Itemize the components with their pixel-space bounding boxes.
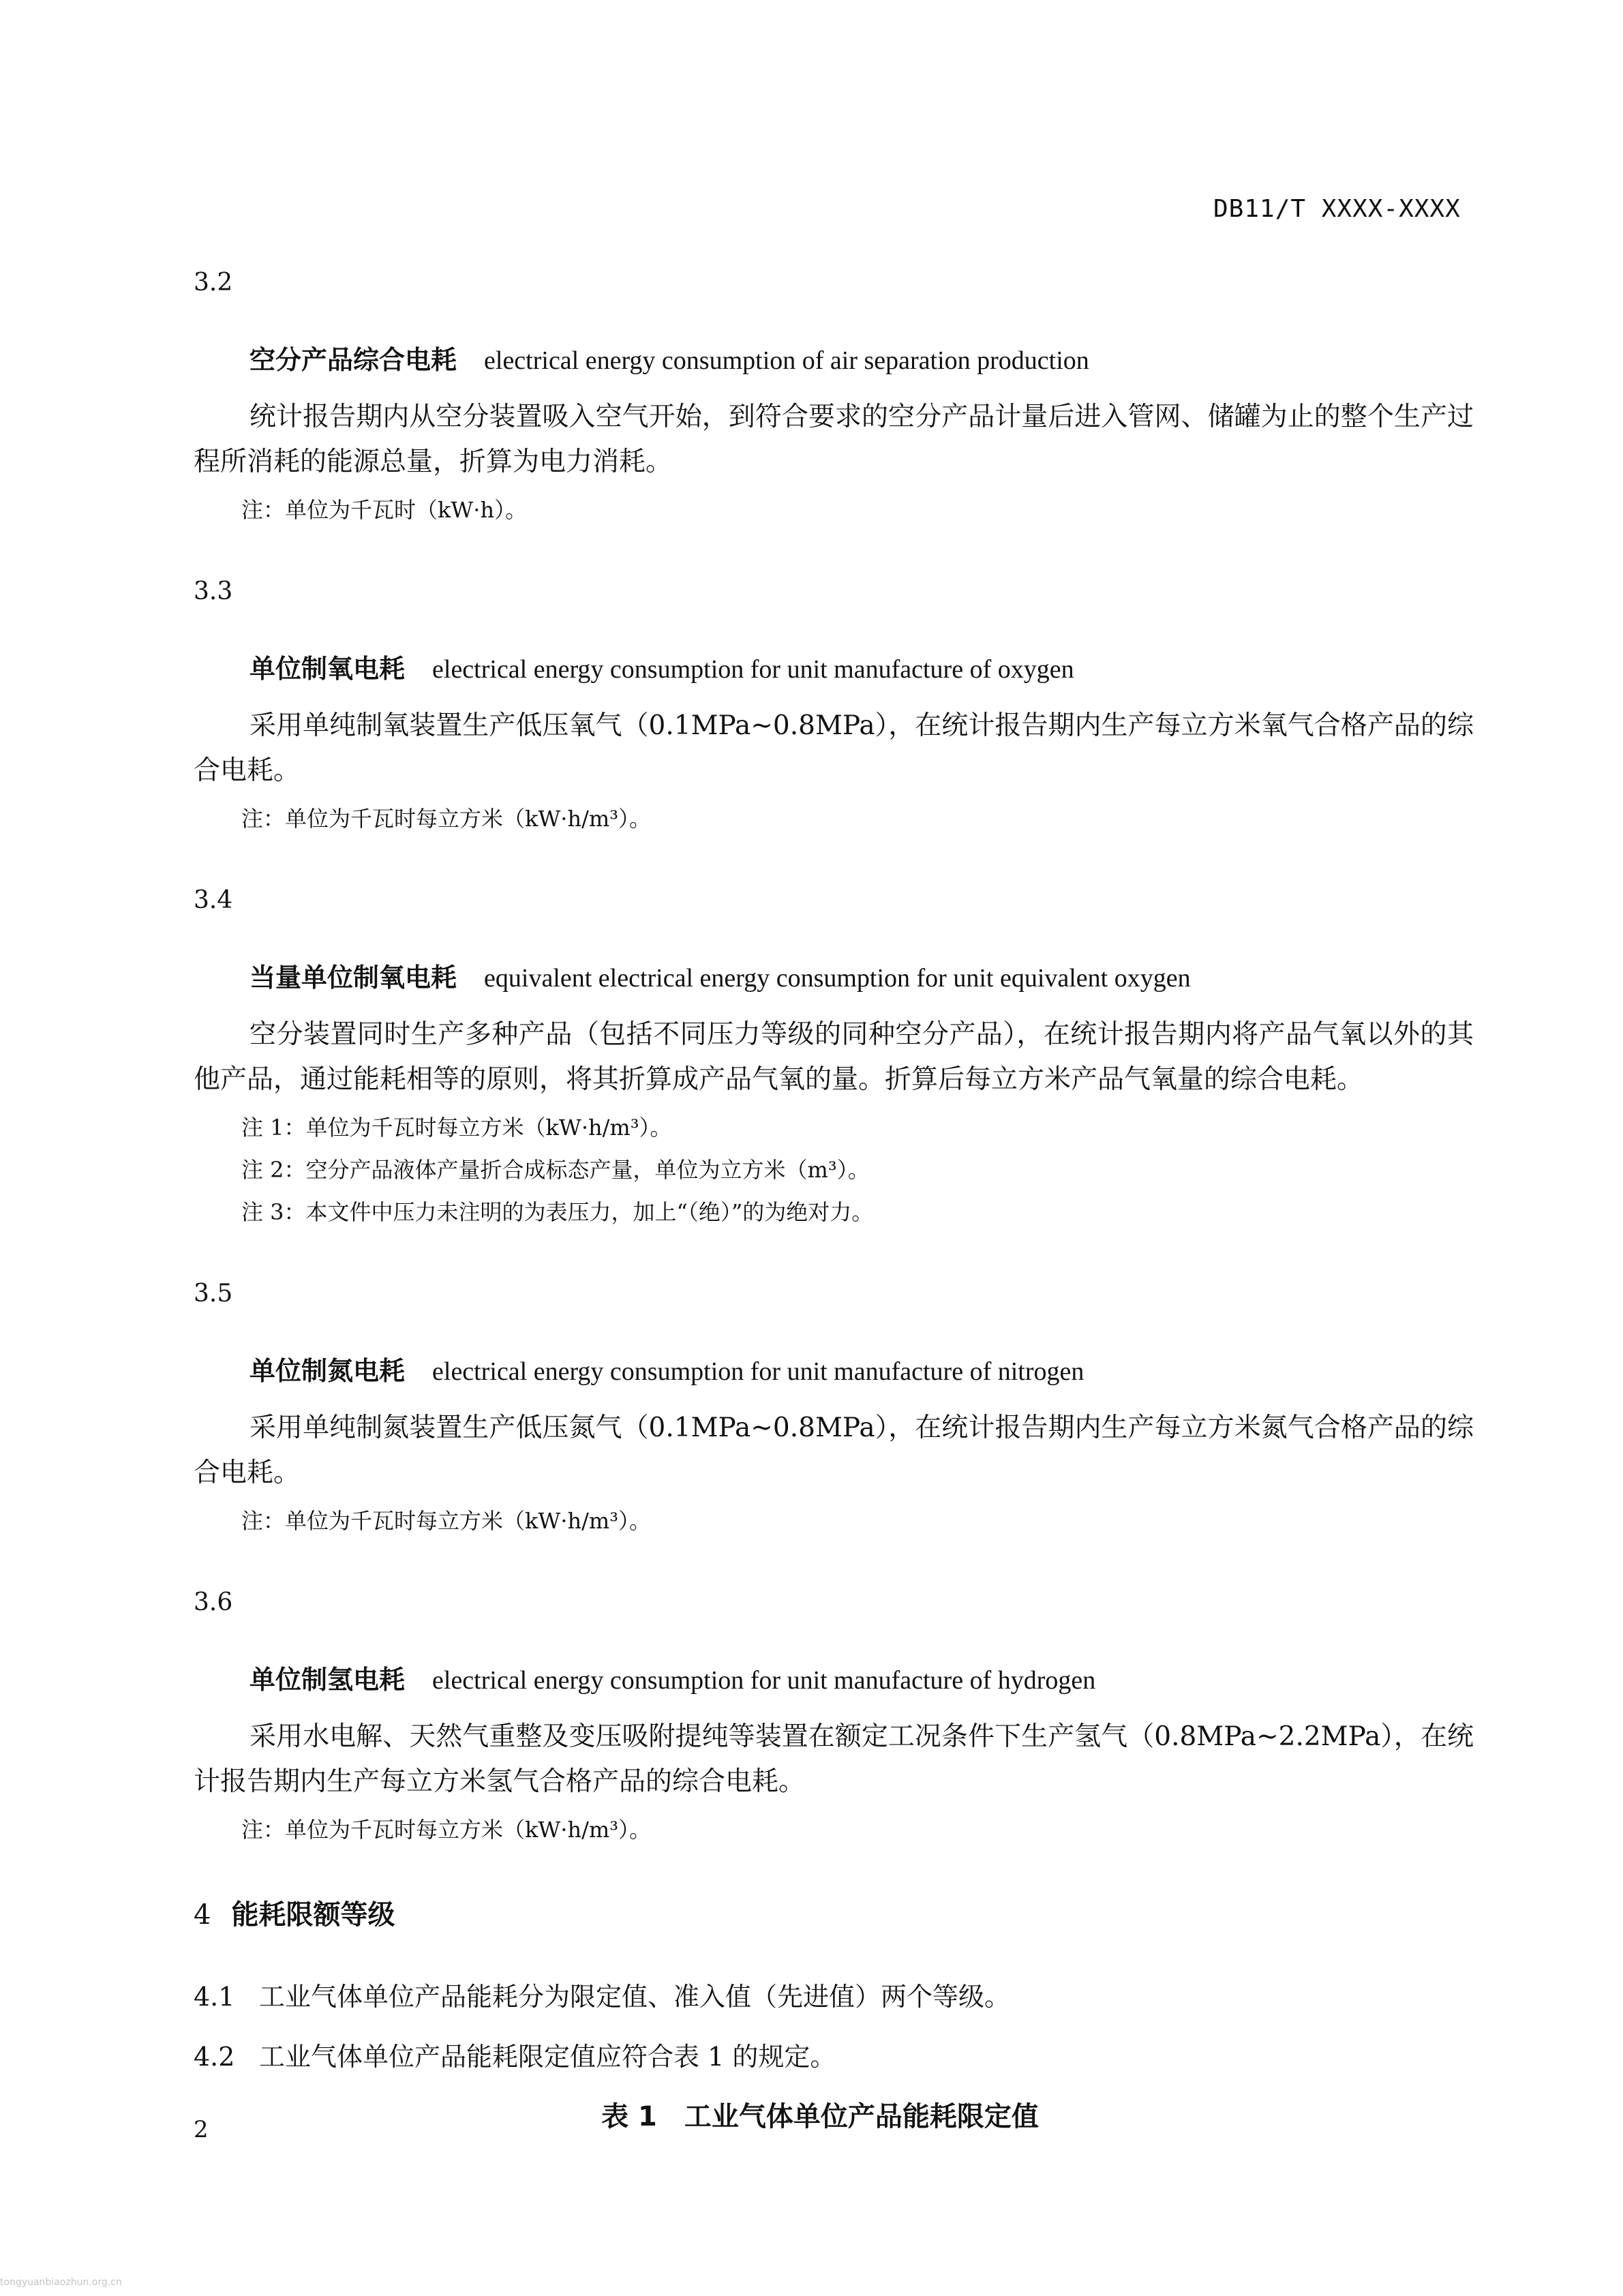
term-definition: 空分装置同时生产多种产品（包括不同压力等级的同种空分产品），在统计报告期内将产品气氧以外的其他产品，通过能耗相等的原则，将其折算成产品气氧的量。折算后每立方米产品气氧量的综合电耗。 [194, 1019, 1474, 1095]
term-english: electrical energy consumption for unit manufacture of nitrogen [432, 1357, 1084, 1386]
clause-number: 3.6 [194, 1588, 233, 1616]
clause-3-5 [194, 1277, 1474, 1542]
section-heading [194, 1894, 1474, 1935]
note: 注：单位为千瓦时每立方米（kW·h/m³）。 [241, 806, 652, 832]
term-definition: 采用水电解、天然气重整及变压吸附提纯等装置在额定工况条件下生产氢气（0.8MPa~2.2MPa），在统计报告期内生产每立方米氢气合格产品的综合电耗。 [194, 1721, 1474, 1797]
page-number: 2 [194, 2116, 209, 2143]
term-english: electrical energy consumption for unit manufacture of oxygen [432, 655, 1074, 684]
term-english: electrical energy consumption for unit manufacture of hydrogen [432, 1666, 1096, 1695]
note: 注：单位为千瓦时（kW·h）。 [241, 497, 528, 523]
subclause-number: 4.1 [194, 1982, 235, 2012]
term-chinese: 单位制氮电耗 [249, 1356, 406, 1386]
term-english: equivalent electrical energy consumption for unit equivalent oxygen [484, 964, 1191, 993]
term-chinese: 当量单位制氧电耗 [249, 963, 457, 993]
clause-number: 3.5 [194, 1280, 233, 1308]
document-code: DB11/T XXXX-XXXX [1213, 195, 1461, 223]
term-english: electrical energy consumption of air separation production [484, 346, 1089, 375]
subclause-4-1 [194, 1976, 1474, 2017]
subclause-4-2 [194, 2036, 1474, 2077]
clause-number: 3.2 [194, 269, 233, 297]
term-chinese: 空分产品综合电耗 [249, 345, 457, 375]
term-heading [194, 1352, 1474, 1391]
note-1: 注 1：单位为千瓦时每立方米（kW·h/m³）。 [241, 1115, 672, 1141]
term-chinese: 单位制氧电耗 [249, 654, 406, 684]
term-heading [194, 341, 1474, 380]
page-content [194, 266, 1474, 2137]
clause-number: 3.4 [194, 886, 233, 914]
note: 注：单位为千瓦时每立方米（kW·h/m³）。 [241, 1508, 652, 1534]
term-definition: 统计报告期内从空分装置吸入空气开始，到符合要求的空分产品计量后进入管网、储罐为止的整个生产过程所消耗的能源总量，折算为电力消耗。 [194, 402, 1474, 477]
clause-3-4 [194, 883, 1474, 1233]
term-heading [194, 1661, 1474, 1700]
note-3: 注 3：本文件中压力未注明的为表压力，加上“（绝）”的为绝对力。 [241, 1199, 874, 1225]
clause-3-6 [194, 1586, 1474, 1851]
note: 注：单位为千瓦时每立方米（kW·h/m³）。 [241, 1817, 652, 1843]
clause-3-3 [194, 575, 1474, 840]
subclause-text: 工业气体单位产品能耗分为限定值、准入值（先进值）两个等级。 [259, 1982, 1011, 2012]
note-2: 注 2：空分产品液体产量折合成标态产量，单位为立方米（m³）。 [241, 1157, 870, 1183]
clause-3-2 [194, 266, 1474, 531]
term-heading [194, 958, 1474, 997]
subclause-text: 工业气体单位产品能耗限定值应符合表 1 的规定。 [259, 2042, 836, 2072]
table-caption-text: 工业气体单位产品能耗限定值 [684, 2101, 1039, 2132]
term-heading [194, 650, 1474, 689]
watermark-text: tongyuanbiaozhun.org.cn [0, 2277, 122, 2288]
section-title-text: 能耗限额等级 [231, 1899, 395, 1931]
clause-number: 3.3 [194, 577, 233, 605]
term-definition: 采用单纯制氧装置生产低压氧气（0.1MPa~0.8MPa），在统计报告期内生产每立方米氧气合格产品的综合电耗。 [194, 710, 1474, 786]
table-label: 表 1 [601, 2101, 657, 2132]
table-caption [194, 2096, 1474, 2137]
subclause-number: 4.2 [194, 2042, 235, 2072]
term-definition: 采用单纯制氮装置生产低压氮气（0.1MPa~0.8MPa），在统计报告期内生产每立方米氮气合格产品的综合电耗。 [194, 1413, 1474, 1488]
term-chinese: 单位制氢电耗 [249, 1665, 406, 1695]
section-number: 4 [194, 1899, 211, 1931]
